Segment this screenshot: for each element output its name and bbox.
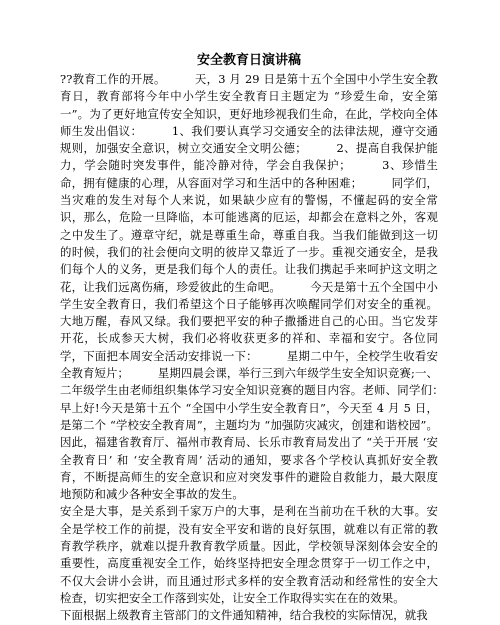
document-page — [60, 52, 473, 625]
paragraph: 安全是大事，是关系到千家万户的大事，是利在当前功在千秋的大事。安全是学校工作的前提，没有安全平安和谐的良好氛围，就难以有正常的教育教学秩序，就难以提升教育教学质量。因此，学校领导深刻体会安全的重要性，高度重视安全工作，始终坚持把安全理念贯穿于一切工作之中，不仅大会讲小会讲，而且通过形式多样的安全教育活动和经常性的安全大检查，切实把安全工作落到实处，让安全工作取得实实在在的效果。 — [60, 504, 438, 605]
document-body — [60, 71, 473, 625]
paragraph: ??教育工作的开展。 天，3 月 29 日是第十五个全国中小学生安全教育日，教育部将今年中小学生安全教育日主题定为 “珍爱生命，安全第一”。为了更好地宣传安全知识，更好地珍视我们生命，在此，学校向全体师生发出倡议： 1、我们要认真学习交通安全的法律法规，遵守交通规则，加强安全意识，树立交通安全文明公德； 2、提高自我保护能力，学会随时突发事件，能冷静对待，学会自我保护； 3、珍惜生命，拥有健康的心理，从容面对学习和生活中的各种困难； 同学们，当灾难的发生对每个人来说，如果缺少应有的警惕，不懂起码的安全常识，那么，危险一旦降临，本可能逃离的厄运，却都会在意料之外，客观之中发生了。遵章守纪，就是尊重生命，尊重自我。当我们能做到这一切的时候，我们的社会便向文明的彼岸又靠近了一步。重视交通安全，是我们每个人的义务，更是我们每个人的责任。让我们携起手来呵护这文明之花，让我们远离伤痛，珍爱彼此的生命吧。 今天是第十五个全国中小学生安全教育日，我们希望这个日子能够再次唤醒同学们对安全的重视。大地万醒，春风又绿。我们要把平安的种子撒播进自己的心田。当它发芽开花，长成参天大树，我们必将收获更多的祥和、幸福和安宁。各位同学，下面把本周安全活动安排说一下： 星期二中午，全校学生收看安全教育短片； 星期四晨会课，举行三到六年级学生安全知识竞赛;一、二年级学生由老师组织集体学习安全知识竞赛的题目内容。老师、同学们： 早上好!今天是第十五个 “全国中小学生安全教育日”，今天至 4 月 5 日，是第二个 “学校安全教育周”，主题均为 “加强防灾减灾，创建和谐校园”。因此，福建省教育厅、福州市教育局、长乐市教育局发出了 “关于开展 ‘安全教育日’ 和 ‘安全教育周’ 活动的通知，要求各个学校认真抓好安全教育，不断提高师生的安全意识和应对突发事件的避险自救能力，最大限度地预防和减少各种安全事故的发生。 — [60, 72, 473, 502]
paragraph: 下面根据上级教育主管部门的文件通知精神，结合我校的实际情况，就我 — [60, 608, 428, 623]
document-title: 安全教育日演讲稿 — [196, 53, 301, 68]
